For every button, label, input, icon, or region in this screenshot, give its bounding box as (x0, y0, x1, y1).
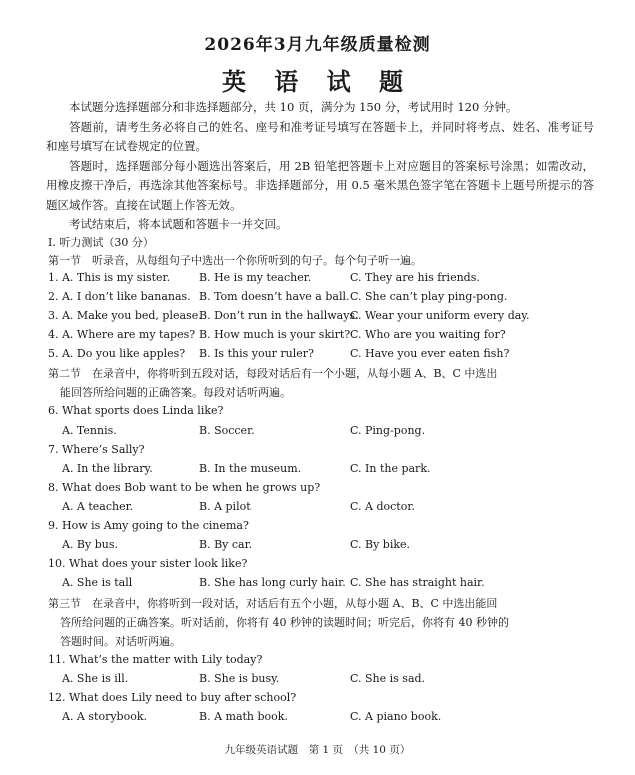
section2-heading-cont: 能回答所给问题的正确答案。每段对话听两遍。 (60, 386, 291, 399)
q5-option-c: C. Have you ever eaten fish? (350, 347, 510, 360)
q5-option-a: 5. A. Do you like apples? (48, 347, 186, 360)
subject-title: 英 语 试 题 (221, 67, 414, 96)
q10-option-c: C. She has straight hair. (350, 576, 485, 589)
q4-option-c: C. Who are you waiting for? (350, 328, 506, 341)
q12-option-a: A. A storybook. (62, 710, 147, 723)
q10-stem: 10. What does your sister look like? (48, 557, 248, 570)
q6-option-c: C. Ping-pong. (350, 424, 426, 437)
q1-option-b: B. He is my teacher. (199, 271, 312, 284)
section3-heading-cont: 答所给问题的正确答案。听对话前，你将有 40 秒钟的读题时间；听完后，你将有 40 秒钟的 (60, 616, 509, 629)
q11-option-c: C. She is sad. (350, 672, 426, 685)
q5-option-b: B. Is this your ruler? (199, 347, 314, 360)
q6-option-b: B. Soccer. (199, 424, 255, 437)
section3-heading: 第三节 在录音中，你将听到一段对话，对话后有五个小题，从每小题 A、B、C 中选出能回 (48, 597, 498, 610)
q9-stem: 9. How is Amy going to the cinema? (48, 519, 249, 532)
q12-stem: 12. What does Lily need to buy after school? (48, 691, 297, 704)
q4-option-a: 4. A. Where are my tapes? (48, 328, 196, 341)
q11-option-a: A. She is ill. (62, 672, 129, 685)
part1-title: I. 听力测试（30 分） (48, 236, 154, 249)
q2-option-c: C. She can’t play ping-pong. (350, 290, 508, 303)
q8-option-c: C. A doctor. (350, 500, 415, 513)
q9-option-b: B. By car. (199, 538, 253, 551)
q2-option-a: 2. A. I don’t like bananas. (48, 290, 191, 303)
instruction-paragraph: 答题时，选择题部分每小题选出答案后，用 2B 铅笔把答题卡上对应题目的答案标号涂黑；如需改动，用橡皮擦干净后，再选涂其他答案标号。非选择题部分，用 0.5 毫米黑色签字笔在答题卡上题号所提示的答题区域作答。直接在试题上作答无效。 (46, 158, 594, 212)
q7-option-c: C. In the park. (350, 462, 431, 475)
section1-heading: 第一节 听录音，从每组句子中选出一个你所听到的句子。每个句子听一遍。 (48, 254, 422, 267)
instruction-paragraph: 本试题分选择题部分和非选择题部分，共 10 页，满分为 150 分，考试用时 120 分钟。 (69, 100, 518, 114)
instructions (46, 98, 594, 235)
q3-option-c: C. Wear your uniform every day. (350, 309, 530, 322)
q3-option-a: 3. A. Make you bed, please. (48, 309, 202, 322)
section3-heading-cont: 答题时间。对话听两遍。 (60, 635, 181, 648)
instruction-paragraph: 答题前，请考生务必将自己的姓名、座号和准考证号填写在答题卡上，并同时将考点、姓名、准考证号和座号填写在试卷规定的位置。 (46, 119, 594, 153)
q12-option-b: B. A math book. (199, 710, 288, 723)
q8-option-b: B. A pilot (199, 500, 251, 513)
q9-option-c: C. By bike. (350, 538, 411, 551)
q1-option-c: C. They are his friends. (350, 271, 480, 284)
q7-option-a: A. In the library. (62, 462, 153, 475)
q3-option-b: B. Don’t run in the hallways. (199, 309, 359, 322)
instruction-paragraph: 考试结束后，将本试题和答题卡一并交回。 (69, 217, 288, 231)
q8-option-a: A. A teacher. (62, 500, 134, 513)
q7-option-b: B. In the museum. (199, 462, 302, 475)
q4-option-b: B. How much is your skirt? (199, 328, 351, 341)
q10-option-a: A. She is tall (62, 576, 133, 589)
q8-stem: 8. What does Bob want to be when he grows up? (48, 481, 321, 494)
q11-option-b: B. She is busy. (199, 672, 280, 685)
page-footer: 九年级英语试题 第 1 页 （共 10 页） (224, 744, 411, 756)
q2-option-b: B. Tom doesn’t have a ball. (199, 290, 350, 303)
q7-stem: 7. Where’s Sally? (48, 443, 145, 456)
q6-option-a: A. Tennis. (62, 424, 117, 437)
q10-option-b: B. She has long curly hair. (199, 576, 346, 589)
q12-option-c: C. A piano book. (350, 710, 442, 723)
q11-stem: 11. What’s the matter with Lily today? (48, 653, 263, 666)
q1-option-a: 1. A. This is my sister. (48, 271, 171, 284)
q6-stem: 6. What sports does Linda like? (48, 404, 224, 417)
section2-heading: 第二节 在录音中，你将听到五段对话，每段对话后有一个小题，从每小题 A、B、C 中选出 (48, 367, 498, 380)
exam-title: 2026年3月九年级质量检测 (204, 35, 431, 55)
q9-option-a: A. By bus. (62, 538, 118, 551)
